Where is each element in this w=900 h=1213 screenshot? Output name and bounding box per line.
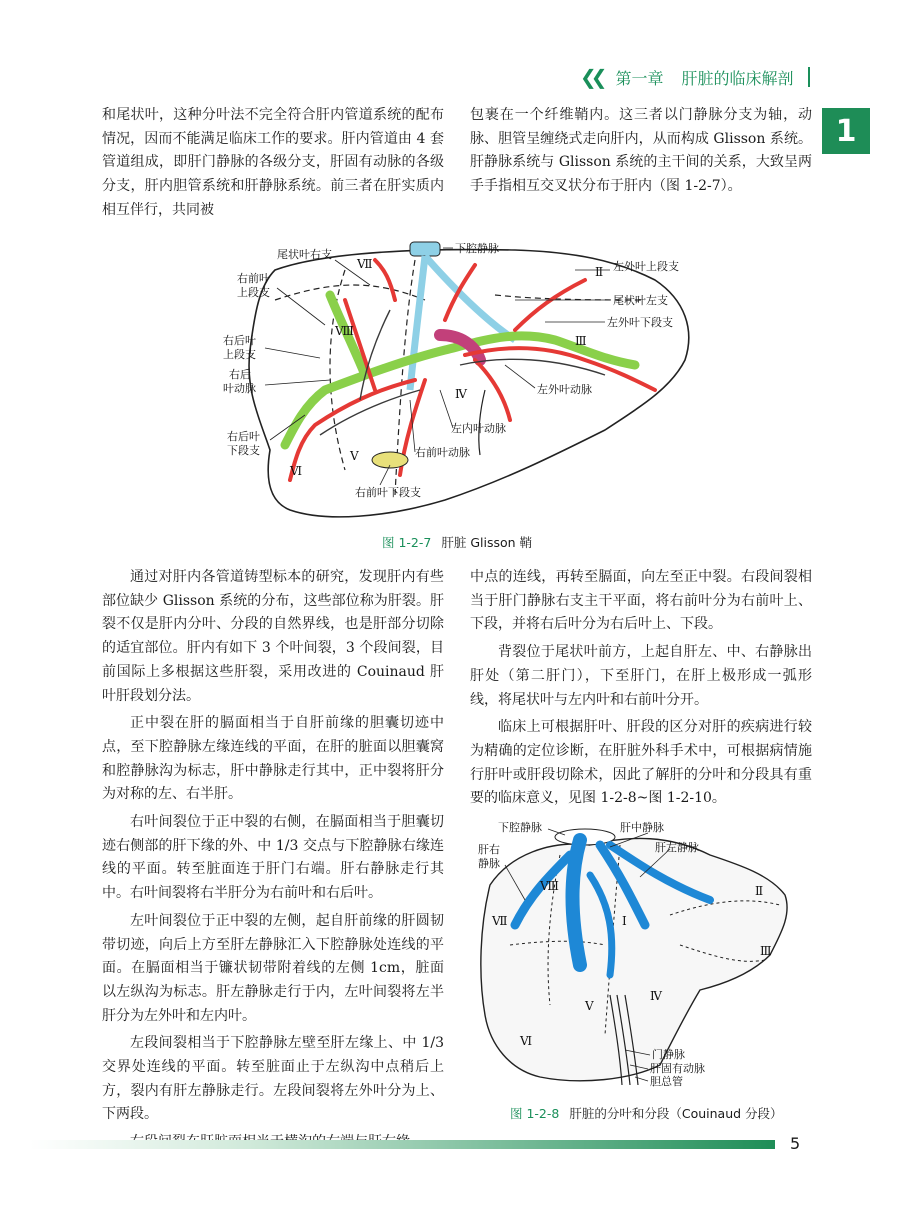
label-right-posterior-upper: 右后叶 — [223, 334, 256, 347]
paragraph: 通过对肝内各管道铸型标本的研究，发现肝内有些部位缺少 Glisson 系统的分布，这些部位称为肝裂。肝裂不仅是肝内分叶、分段的自然界线，也是肝部分切除的适宜部位。肝内有如下 3 个叶间裂，3 个段间裂，目前国际上多根据这些肝裂，采用改进的 Couinaud 肝叶肝段划分法。 — [102, 569, 444, 704]
segment-numeral: Ⅲ — [575, 334, 587, 348]
label-right-posterior-lower: 右后叶 — [227, 430, 260, 443]
chapter-label: 第一章 — [615, 68, 664, 88]
segment-numeral: Ⅰ — [622, 914, 627, 928]
paragraph: 正中裂在肝的膈面相当于自肝前缘的胆囊切迹中点，至下腔静脉左缘连线的平面，在肝的脏面以胆囊窝和腔静脉沟为标志，肝中静脉走行其中，正中裂将肝分为对称的左、右半肝。 — [102, 715, 444, 803]
header-divider — [808, 67, 810, 87]
label-left-hv: 肝左静脉 — [655, 841, 699, 854]
paragraph: 右叶间裂位于正中裂的右侧，在膈面相当于胆囊切迹右侧部的肝下缘的外、中 1/3 交点与下腔静脉右缘连线的平面。转至脏面连于肝门右端。肝右静脉走行其中。右叶间裂将右半肝分为右前叶和右后叶。 — [102, 814, 444, 902]
segment-numeral: Ⅵ — [520, 1034, 533, 1048]
label-right-posterior-artery: 右后 — [229, 368, 251, 381]
paragraph: 左叶间裂位于正中裂的左侧，起自肝前缘的肝圆韧带切迹，向后上方至肝左静脉汇入下腔静脉处连线的平面。在膈面相当于镰状韧带附着线的左侧 1cm，脏面以左纵沟为标志。肝左静脉走行于内，左叶间裂将左半肝分为左外叶和左内叶。 — [102, 912, 444, 1024]
label-common-bile-duct: 胆总管 — [650, 1075, 683, 1088]
label-caudate-right: 尾状叶右支 — [277, 248, 332, 261]
segment-numeral: Ⅴ — [350, 449, 359, 463]
segment-numeral: Ⅲ — [760, 944, 772, 958]
segment-numeral: Ⅶ — [357, 257, 373, 271]
label-middle-hv: 肝中静脉 — [620, 821, 664, 834]
label-right-anterior-upper-2: 上段支 — [237, 286, 270, 299]
footer-bar — [30, 1140, 775, 1149]
paragraph: 中点的连线，再转至膈面，向左至正中裂。右段间裂相当于肝门静脉右支主干平面，将右前叶分为右前叶上、下段，并将右后叶分为右后叶上、下段。 — [470, 569, 812, 633]
label-caudate-left: 尾状叶左支 — [613, 294, 668, 307]
chapter-title: 肝脏的临床解剖 — [681, 68, 794, 88]
figure-couinaud-segments — [470, 815, 800, 1095]
caption-text: 肝脏的分叶和分段（Couinaud 分段） — [569, 1106, 783, 1121]
caption-number: 图 1-2-8 — [510, 1106, 560, 1121]
caption-text: 肝脏 Glisson 鞘 — [441, 535, 533, 550]
top-right-paragraph — [470, 104, 812, 199]
segment-numeral: Ⅱ — [595, 265, 604, 279]
label-left-lateral-upper: 左外叶上段支 — [613, 260, 679, 273]
label-left-lateral-lower: 左外叶下段支 — [607, 316, 673, 329]
segment-numeral: Ⅳ — [650, 989, 662, 1003]
label-hepatic-artery: 肝固有动脉 — [650, 1062, 705, 1075]
label-right-posterior-artery-2: 叶动脉 — [223, 382, 256, 395]
chapter-tab: 1 — [822, 108, 870, 154]
label-right-anterior-upper: 右前叶 — [237, 272, 270, 285]
label-left-lateral-artery: 左外叶动脉 — [537, 383, 592, 396]
running-header — [580, 62, 820, 92]
segment-numeral: Ⅳ — [455, 387, 467, 401]
paragraph: 和尾状叶，这种分叶法不完全符合肝内管道系统的配布情况，因而不能满足临床工作的要求。肝内管道由 4 套管道组成，即肝门静脉的各级分支，肝固有动脉的各级分支，肝内胆管系统和肝静脉系统。前三者在肝实质内相互伴行，共同被 — [102, 107, 444, 218]
label-right-posterior-lower-2: 下段支 — [227, 444, 260, 457]
figure-glisson-sheath — [215, 240, 705, 525]
label-right-anterior-artery: 右前叶动脉 — [415, 446, 470, 459]
segment-numeral: Ⅴ — [585, 999, 594, 1013]
label-left-medial-artery: 左内叶动脉 — [451, 422, 506, 435]
chevron-left-icon: ❮❮ — [580, 65, 602, 89]
right-column — [470, 566, 812, 811]
paragraph: 左段间裂相当于下腔静脉左壁至肝左缘上、中 1/3 交界处连线的平面。转至脏面止于左纵沟中点稍后上方，裂内有肝左静脉走行。左段间裂将左外叶分为上、下两段。 — [102, 1035, 444, 1123]
label-right-posterior-upper-2: 上段支 — [223, 348, 256, 361]
segment-numeral: Ⅱ — [755, 884, 764, 898]
segment-numeral: Ⅷ — [540, 879, 559, 893]
segment-numeral: Ⅵ — [290, 464, 303, 478]
label-right-anterior-lower: 右前叶下段支 — [355, 486, 421, 499]
label-portal-vein: 门静脉 — [652, 1048, 685, 1061]
page-number: 5 — [790, 1134, 801, 1153]
segment-numeral: Ⅷ — [335, 324, 354, 338]
label-ivc: 下腔静脉 — [498, 821, 542, 834]
segment-numeral: Ⅶ — [492, 914, 508, 928]
label-right-hv-2: 静脉 — [478, 857, 500, 870]
figure-caption-1 — [382, 533, 532, 551]
label-ivc: 下腔静脉 — [455, 242, 499, 255]
paragraph: 临床上可根据肝叶、肝段的区分对肝的疾病进行较为精确的定位诊断，在肝脏外科手术中，可根据病情施行肝叶或肝段切除术，因此了解肝的分叶和分段具有重要的临床意义，见图 1-2-8~图 1-2-10。 — [470, 719, 812, 807]
ivc-shape — [410, 242, 440, 256]
top-left-paragraph — [102, 104, 444, 223]
paragraph: 包裹在一个纤维鞘内。这三者以门静脉分支为轴，动脉、胆管呈缠绕式走向肝内，从而构成 Glisson 系统。肝静脉系统与 Glisson 系统的主干间的关系，大致呈两手手指相互交叉状分布于肝内（图 1-2-7）。 — [470, 107, 812, 195]
label-right-hv: 肝右 — [478, 843, 500, 856]
paragraph: 背裂位于尾状叶前方，上起自肝左、中、右静脉出肝处（第二肝门），下至肝门，在肝上极形成一弧形线，将尾状叶与左内叶和右前叶分开。 — [470, 644, 812, 708]
figure-caption-2 — [510, 1104, 783, 1122]
left-column — [102, 566, 444, 1155]
caption-number: 图 1-2-7 — [382, 535, 432, 550]
